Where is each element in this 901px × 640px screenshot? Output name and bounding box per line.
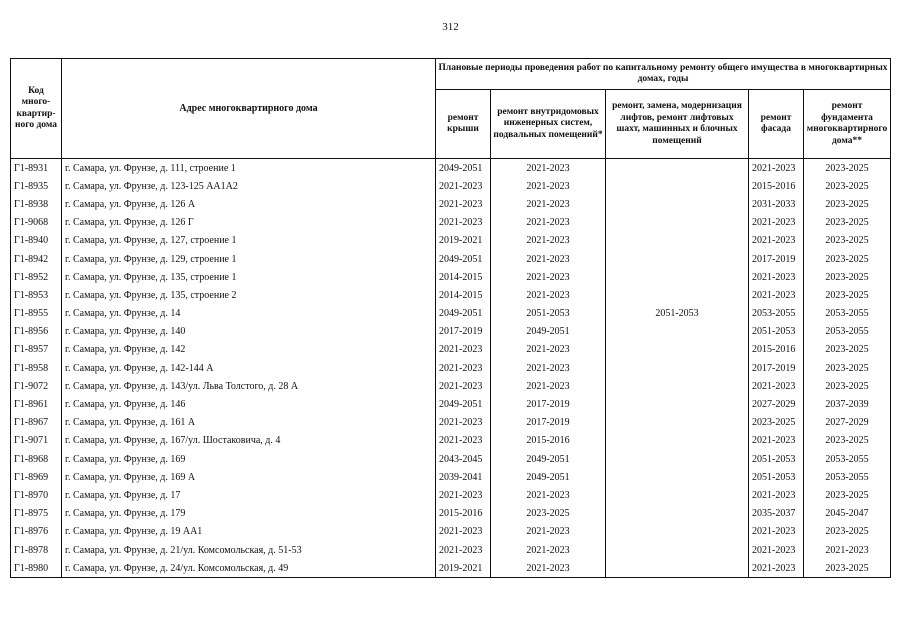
header-engineering: ремонт внутридомовых инженерных систем, подвальных помещений* bbox=[491, 90, 606, 159]
table-row bbox=[11, 541, 891, 559]
table-row bbox=[11, 341, 891, 359]
cell-address: г. Самара, ул. Фрунзе, д. 167/ул. Шостаковича, д. 4 bbox=[62, 432, 436, 450]
cell-foundation: 2023-2025 bbox=[804, 268, 891, 286]
cell-lifts bbox=[606, 541, 749, 559]
cell-foundation: 2023-2025 bbox=[804, 359, 891, 377]
header-facade: ремонт фасада bbox=[749, 90, 804, 159]
cell-foundation: 2023-2025 bbox=[804, 195, 891, 213]
cell-roof: 2021-2023 bbox=[436, 214, 491, 232]
cell-facade: 2051-2053 bbox=[749, 468, 804, 486]
cell-lifts bbox=[606, 286, 749, 304]
cell-address: г. Самара, ул. Фрунзе, д. 126 А bbox=[62, 195, 436, 213]
cell-facade: 2021-2023 bbox=[749, 286, 804, 304]
cell-lifts bbox=[606, 523, 749, 541]
cell-address: г. Самара, ул. Фрунзе, д. 14 bbox=[62, 305, 436, 323]
cell-lifts bbox=[606, 177, 749, 195]
cell-roof: 2021-2023 bbox=[436, 359, 491, 377]
cell-engineering: 2051-2053 bbox=[491, 305, 606, 323]
cell-engineering: 2021-2023 bbox=[491, 377, 606, 395]
table-row bbox=[11, 505, 891, 523]
cell-foundation: 2023-2025 bbox=[804, 159, 891, 178]
cell-lifts bbox=[606, 323, 749, 341]
cell-roof: 2019-2021 bbox=[436, 559, 491, 578]
table-header bbox=[11, 59, 891, 159]
cell-address: г. Самара, ул. Фрунзе, д. 135, строение 2 bbox=[62, 286, 436, 304]
table-row bbox=[11, 395, 891, 413]
table-row bbox=[11, 432, 891, 450]
cell-facade: 2051-2053 bbox=[749, 450, 804, 468]
cell-foundation: 2037-2039 bbox=[804, 395, 891, 413]
cell-code: Г1-8975 bbox=[11, 505, 62, 523]
cell-address: г. Самара, ул. Фрунзе, д. 21/ул. Комсомольская, д. 51-53 bbox=[62, 541, 436, 559]
cell-facade: 2021-2023 bbox=[749, 486, 804, 504]
table-row bbox=[11, 559, 891, 578]
table-row bbox=[11, 195, 891, 213]
cell-lifts bbox=[606, 559, 749, 578]
cell-lifts bbox=[606, 250, 749, 268]
cell-code: Г1-8980 bbox=[11, 559, 62, 578]
cell-roof: 2049-2051 bbox=[436, 159, 491, 178]
cell-engineering: 2049-2051 bbox=[491, 323, 606, 341]
cell-roof: 2017-2019 bbox=[436, 323, 491, 341]
cell-code: Г1-9072 bbox=[11, 377, 62, 395]
cell-lifts bbox=[606, 377, 749, 395]
cell-foundation: 2053-2055 bbox=[804, 468, 891, 486]
cell-lifts bbox=[606, 395, 749, 413]
cell-address: г. Самара, ул. Фрунзе, д. 111, строение 1 bbox=[62, 159, 436, 178]
cell-lifts bbox=[606, 414, 749, 432]
cell-address: г. Самара, ул. Фрунзе, д. 179 bbox=[62, 505, 436, 523]
cell-roof: 2014-2015 bbox=[436, 286, 491, 304]
table-row bbox=[11, 214, 891, 232]
header-foundation: ремонт фундамента многоквартирного дома** bbox=[804, 90, 891, 159]
cell-facade: 2021-2023 bbox=[749, 559, 804, 578]
cell-foundation: 2023-2025 bbox=[804, 250, 891, 268]
cell-address: г. Самара, ул. Фрунзе, д. 169 bbox=[62, 450, 436, 468]
cell-engineering: 2021-2023 bbox=[491, 232, 606, 250]
cell-code: Г1-9071 bbox=[11, 432, 62, 450]
cell-facade: 2031-2033 bbox=[749, 195, 804, 213]
cell-foundation: 2021-2023 bbox=[804, 541, 891, 559]
cell-roof: 2049-2051 bbox=[436, 395, 491, 413]
table-row bbox=[11, 305, 891, 323]
cell-foundation: 2023-2025 bbox=[804, 214, 891, 232]
cell-foundation: 2023-2025 bbox=[804, 232, 891, 250]
cell-engineering: 2021-2023 bbox=[491, 486, 606, 504]
cell-foundation: 2023-2025 bbox=[804, 486, 891, 504]
cell-facade: 2021-2023 bbox=[749, 232, 804, 250]
cell-facade: 2015-2016 bbox=[749, 177, 804, 195]
header-roof: ремонт крыши bbox=[436, 90, 491, 159]
cell-facade: 2021-2023 bbox=[749, 541, 804, 559]
table-row bbox=[11, 468, 891, 486]
cell-facade: 2017-2019 bbox=[749, 250, 804, 268]
cell-roof: 2015-2016 bbox=[436, 505, 491, 523]
cell-engineering: 2021-2023 bbox=[491, 286, 606, 304]
cell-engineering: 2017-2019 bbox=[491, 395, 606, 413]
table-row bbox=[11, 523, 891, 541]
cell-lifts bbox=[606, 159, 749, 178]
table-row bbox=[11, 359, 891, 377]
table-row bbox=[11, 323, 891, 341]
cell-engineering: 2021-2023 bbox=[491, 341, 606, 359]
cell-roof: 2039-2041 bbox=[436, 468, 491, 486]
cell-engineering: 2049-2051 bbox=[491, 450, 606, 468]
cell-lifts: 2051-2053 bbox=[606, 305, 749, 323]
cell-lifts bbox=[606, 214, 749, 232]
cell-address: г. Самара, ул. Фрунзе, д. 129, строение 1 bbox=[62, 250, 436, 268]
cell-lifts bbox=[606, 450, 749, 468]
cell-roof: 2021-2023 bbox=[436, 486, 491, 504]
cell-address: г. Самара, ул. Фрунзе, д. 19 АА1 bbox=[62, 523, 436, 541]
cell-code: Г1-8953 bbox=[11, 286, 62, 304]
cell-lifts bbox=[606, 505, 749, 523]
cell-roof: 2021-2023 bbox=[436, 195, 491, 213]
cell-address: г. Самара, ул. Фрунзе, д. 140 bbox=[62, 323, 436, 341]
header-code: Код много-квартир-ного дома bbox=[11, 59, 62, 159]
cell-roof: 2021-2023 bbox=[436, 341, 491, 359]
cell-code: Г1-8955 bbox=[11, 305, 62, 323]
cell-facade: 2021-2023 bbox=[749, 159, 804, 178]
cell-code: Г1-8940 bbox=[11, 232, 62, 250]
cell-address: г. Самара, ул. Фрунзе, д. 127, строение 1 bbox=[62, 232, 436, 250]
cell-code: Г1-8935 bbox=[11, 177, 62, 195]
cell-foundation: 2045-2047 bbox=[804, 505, 891, 523]
cell-address: г. Самара, ул. Фрунзе, д. 135, строение 1 bbox=[62, 268, 436, 286]
cell-code: Г1-8938 bbox=[11, 195, 62, 213]
cell-engineering: 2023-2025 bbox=[491, 505, 606, 523]
cell-foundation: 2023-2025 bbox=[804, 559, 891, 578]
cell-roof: 2021-2023 bbox=[436, 432, 491, 450]
cell-address: г. Самара, ул. Фрунзе, д. 24/ул. Комсомольская, д. 49 bbox=[62, 559, 436, 578]
table-row bbox=[11, 286, 891, 304]
cell-foundation: 2023-2025 bbox=[804, 523, 891, 541]
cell-roof: 2049-2051 bbox=[436, 305, 491, 323]
cell-engineering: 2017-2019 bbox=[491, 414, 606, 432]
table-row bbox=[11, 159, 891, 178]
cell-facade: 2035-2037 bbox=[749, 505, 804, 523]
cell-foundation: 2023-2025 bbox=[804, 377, 891, 395]
cell-engineering: 2021-2023 bbox=[491, 559, 606, 578]
cell-address: г. Самара, ул. Фрунзе, д. 123-125 АА1А2 bbox=[62, 177, 436, 195]
cell-address: г. Самара, ул. Фрунзе, д. 169 А bbox=[62, 468, 436, 486]
cell-roof: 2021-2023 bbox=[436, 541, 491, 559]
cell-foundation: 2023-2025 bbox=[804, 177, 891, 195]
cell-lifts bbox=[606, 341, 749, 359]
cell-engineering: 2021-2023 bbox=[491, 177, 606, 195]
cell-code: Г1-8970 bbox=[11, 486, 62, 504]
cell-foundation: 2023-2025 bbox=[804, 432, 891, 450]
cell-engineering: 2021-2023 bbox=[491, 214, 606, 232]
cell-facade: 2053-2055 bbox=[749, 305, 804, 323]
cell-foundation: 2053-2055 bbox=[804, 323, 891, 341]
cell-engineering: 2015-2016 bbox=[491, 432, 606, 450]
cell-engineering: 2021-2023 bbox=[491, 195, 606, 213]
cell-engineering: 2021-2023 bbox=[491, 268, 606, 286]
table-row bbox=[11, 232, 891, 250]
table-body bbox=[11, 159, 891, 578]
table-row bbox=[11, 486, 891, 504]
header-work-periods: Плановые периоды проведения работ по капитальному ремонту общего имущества в многоквартирных домах, годы bbox=[436, 59, 891, 90]
cell-foundation: 2023-2025 bbox=[804, 341, 891, 359]
cell-lifts bbox=[606, 468, 749, 486]
cell-engineering: 2021-2023 bbox=[491, 359, 606, 377]
cell-foundation: 2053-2055 bbox=[804, 305, 891, 323]
cell-address: г. Самара, ул. Фрунзе, д. 143/ул. Льва Толстого, д. 28 А bbox=[62, 377, 436, 395]
cell-lifts bbox=[606, 486, 749, 504]
cell-engineering: 2021-2023 bbox=[491, 523, 606, 541]
cell-code: Г1-8957 bbox=[11, 341, 62, 359]
table-row bbox=[11, 414, 891, 432]
cell-facade: 2051-2053 bbox=[749, 323, 804, 341]
table-row bbox=[11, 177, 891, 195]
cell-engineering: 2021-2023 bbox=[491, 159, 606, 178]
cell-roof: 2021-2023 bbox=[436, 414, 491, 432]
cell-lifts bbox=[606, 195, 749, 213]
cell-engineering: 2021-2023 bbox=[491, 541, 606, 559]
cell-code: Г1-8961 bbox=[11, 395, 62, 413]
cell-address: г. Самара, ул. Фрунзе, д. 142-144 А bbox=[62, 359, 436, 377]
cell-facade: 2021-2023 bbox=[749, 268, 804, 286]
cell-code: Г1-8976 bbox=[11, 523, 62, 541]
cell-lifts bbox=[606, 359, 749, 377]
cell-code: Г1-8969 bbox=[11, 468, 62, 486]
cell-facade: 2021-2023 bbox=[749, 377, 804, 395]
cell-foundation: 2053-2055 bbox=[804, 450, 891, 468]
cell-code: Г1-9068 bbox=[11, 214, 62, 232]
cell-facade: 2021-2023 bbox=[749, 523, 804, 541]
header-lifts: ремонт, замена, модернизация лифтов, ремонт лифтовых шахт, машинных и блочных помещений bbox=[606, 90, 749, 159]
cell-code: Г1-8956 bbox=[11, 323, 62, 341]
cell-roof: 2019-2021 bbox=[436, 232, 491, 250]
page-number: 312 bbox=[442, 21, 459, 33]
cell-facade: 2027-2029 bbox=[749, 395, 804, 413]
cell-engineering: 2049-2051 bbox=[491, 468, 606, 486]
cell-code: Г1-8978 bbox=[11, 541, 62, 559]
table-row bbox=[11, 250, 891, 268]
cell-code: Г1-8931 bbox=[11, 159, 62, 178]
cell-facade: 2015-2016 bbox=[749, 341, 804, 359]
cell-lifts bbox=[606, 432, 749, 450]
repair-schedule-table bbox=[10, 58, 891, 578]
cell-code: Г1-8968 bbox=[11, 450, 62, 468]
cell-code: Г1-8958 bbox=[11, 359, 62, 377]
table-row bbox=[11, 450, 891, 468]
cell-facade: 2017-2019 bbox=[749, 359, 804, 377]
cell-address: г. Самара, ул. Фрунзе, д. 126 Г bbox=[62, 214, 436, 232]
cell-engineering: 2021-2023 bbox=[491, 250, 606, 268]
header-address: Адрес многоквартирного дома bbox=[62, 59, 436, 159]
cell-facade: 2023-2025 bbox=[749, 414, 804, 432]
cell-address: г. Самара, ул. Фрунзе, д. 17 bbox=[62, 486, 436, 504]
cell-roof: 2021-2023 bbox=[436, 177, 491, 195]
table-row bbox=[11, 377, 891, 395]
cell-address: г. Самара, ул. Фрунзе, д. 161 А bbox=[62, 414, 436, 432]
cell-roof: 2014-2015 bbox=[436, 268, 491, 286]
cell-address: г. Самара, ул. Фрунзе, д. 146 bbox=[62, 395, 436, 413]
cell-roof: 2043-2045 bbox=[436, 450, 491, 468]
cell-facade: 2021-2023 bbox=[749, 432, 804, 450]
cell-code: Г1-8952 bbox=[11, 268, 62, 286]
cell-lifts bbox=[606, 232, 749, 250]
cell-code: Г1-8942 bbox=[11, 250, 62, 268]
cell-roof: 2049-2051 bbox=[436, 250, 491, 268]
cell-address: г. Самара, ул. Фрунзе, д. 142 bbox=[62, 341, 436, 359]
cell-roof: 2021-2023 bbox=[436, 523, 491, 541]
cell-facade: 2021-2023 bbox=[749, 214, 804, 232]
cell-foundation: 2023-2025 bbox=[804, 286, 891, 304]
cell-code: Г1-8967 bbox=[11, 414, 62, 432]
table-row bbox=[11, 268, 891, 286]
cell-lifts bbox=[606, 268, 749, 286]
cell-foundation: 2027-2029 bbox=[804, 414, 891, 432]
cell-roof: 2021-2023 bbox=[436, 377, 491, 395]
